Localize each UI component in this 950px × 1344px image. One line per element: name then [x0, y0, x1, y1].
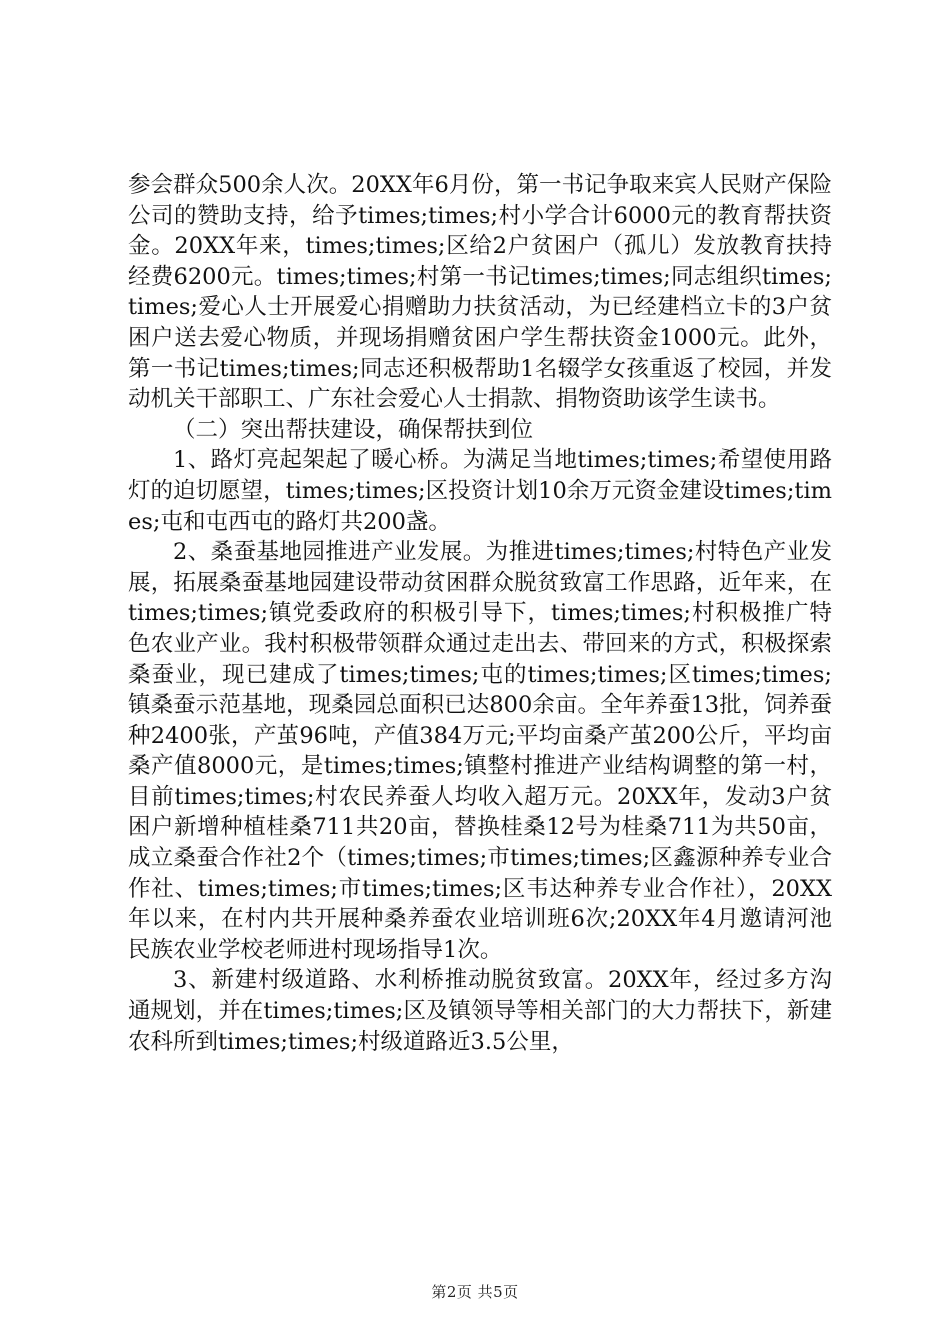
- document-body: [128, 170, 832, 1057]
- paragraph-street-lights: 1、路灯亮起架起了暖心桥。为满足当地times;times;希望使用路灯的迫切愿望，times;times;区投资计划10余万元资金建设times;times;屯和屯西屯的路灯共200盏。: [128, 447, 832, 535]
- section-heading: （二）突出帮扶建设，确保帮扶到位: [173, 416, 534, 443]
- paragraph-village-roads: 3、新建村级道路、水利桥推动脱贫致富。20XX年，经过多方沟通规划，并在times;times;区及镇领导等相关部门的大力帮扶下，新建农科所到times;times;村级道路近3.5公里，: [128, 967, 832, 1055]
- paragraph-education-aid: 参会群众500余人次。20XX年6月份，第一书记争取来宾人民财产保险公司的赞助支持，给予times;times;村小学合计6000元的教育帮扶资金。20XX年来，times;times;区给2户贫困户（孤儿）发放教育扶持经费6200元。times;times;村第一书记times;times;同志组织times;times;爱心人士开展爱心捐赠助力扶贫活动，为已经建档立卡的3户贫困户送去爱心物质，并现场捐赠贫困户学生帮扶资金1000元。此外，第一书记times;times;同志还积极帮助1名辍学女孩重返了校园，并发动机关干部职工、广东社会爱心人士捐款、捐物资助该学生读书。: [128, 172, 832, 413]
- paragraph-sericulture-base: 2、桑蚕基地园推进产业发展。为推进times;times;村特色产业发展，拓展桑蚕基地园建设带动贫困群众脱贫致富工作思路，近年来，在times;times;镇党委政府的积极引导下，times;times;村积极推广特色农业产业。我村积极带领群众通过走出去、带回来的方式，积极探索桑蚕业，现已建成了times;times;屯的times;times;区times;times;镇桑蚕示范基地，现桑园总面积已达800余亩。全年养蚕13批，饲养蚕种2400张，产茧96吨，产值384万元;平均亩桑产茧200公斤，平均亩桑产值8000元，是times;times;镇整村推进产业结构调整的第一村，目前times;times;村农民养蚕人均收入超万元。20XX年，发动3户贫困户新增种植桂桑711共20亩，替换桂桑12号为桂桑711为共50亩，成立桑蚕合作社2个（times;times;市times;times;区鑫源种养专业合作社、times;times;市times;times;区韦达种养专业合作社），20XX年以来，在村内共开展种桑养蚕农业培训班6次;20XX年4月邀请河池民族农业学校老师进村现场指导1次。: [128, 539, 832, 963]
- page-number-footer: 第2页 共5页: [431, 1283, 519, 1301]
